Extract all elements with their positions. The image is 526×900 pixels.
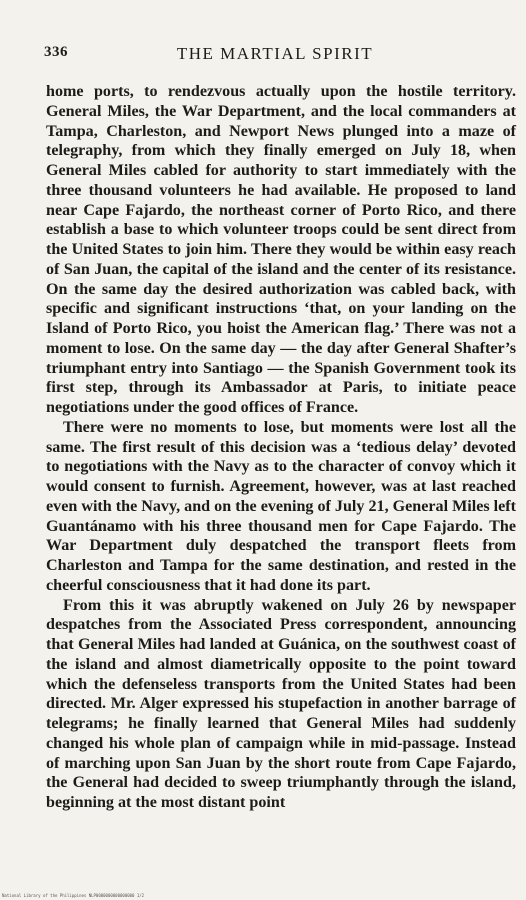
page-header xyxy=(44,44,506,68)
paragraph-1: home ports, to rendezvous actually upon the hostile territory. General Miles, the War Department, and the local commanders at Tampa, Charleston, and Newport News plunged into a maze of telegraphy, from which they finally emerged on July 18, when General Miles cabled for authority to start immediately with the three thousand volunteers he had available. He proposed to land near Cape Fajardo, the northeast corner of Porto Rico, and there establish a base to which volunteer troops could be sent direct from the United States to join him. There they would be within easy reach of San Juan, the capital of the island and the center of its resistance. On the same day the desired authorization was cabled back, with specific and significant instructions ‘that, on your landing on the Island of Porto Rico, you hoist the American flag.’ There was not a moment to lose. On the same day — the day after General Shafter’s triumphant entry into Santiago — the Spanish Government took its first step, through its Ambassador at Paris, to initiate peace negotiations under the good offices of France. xyxy=(46,83,516,416)
paragraph-2: There were no moments to lose, but moments were lost all the same. The first result of this decision was a ‘tedious delay’ devoted to negotiations with the Navy as to the character of convoy which it would consent to furnish. Agreement, however, was at last reached even with the Navy, and on the evening of July 21, General Miles left Guantánamo with his three thousand men for Cape Fajardo. The War Department duly despatched the transport fleets from Charleston and Tampa for the same destination, and rested in the cheerful consciousness that it had done its part. xyxy=(46,418,516,594)
body-text xyxy=(46,82,516,813)
page-number: 336 xyxy=(44,44,68,60)
paragraph-3: From this it was abruptly wakened on July 26 by newspaper despatches from the Associated Press correspondent, announcing that General Miles had landed at Guánica, on the southwest coast of the island and almost diametrically opposite to the point toward which the defenseless transports from the United States had been directed. Mr. Alger expressed his stupefaction in another barrage of telegrams; he finally learned that General Miles had suddenly changed his whole plan of campaign while in mid-passage. Instead of marching upon San Juan by the short route from Cape Fajardo, the General had decided to sweep triumphantly through the island, beginning at the most distant point xyxy=(46,596,516,811)
running-head: THE MARTIAL SPIRIT xyxy=(176,44,374,63)
scan-stamp: National Library of the Philippines NLP0000000000000000 1/2 xyxy=(2,893,145,898)
